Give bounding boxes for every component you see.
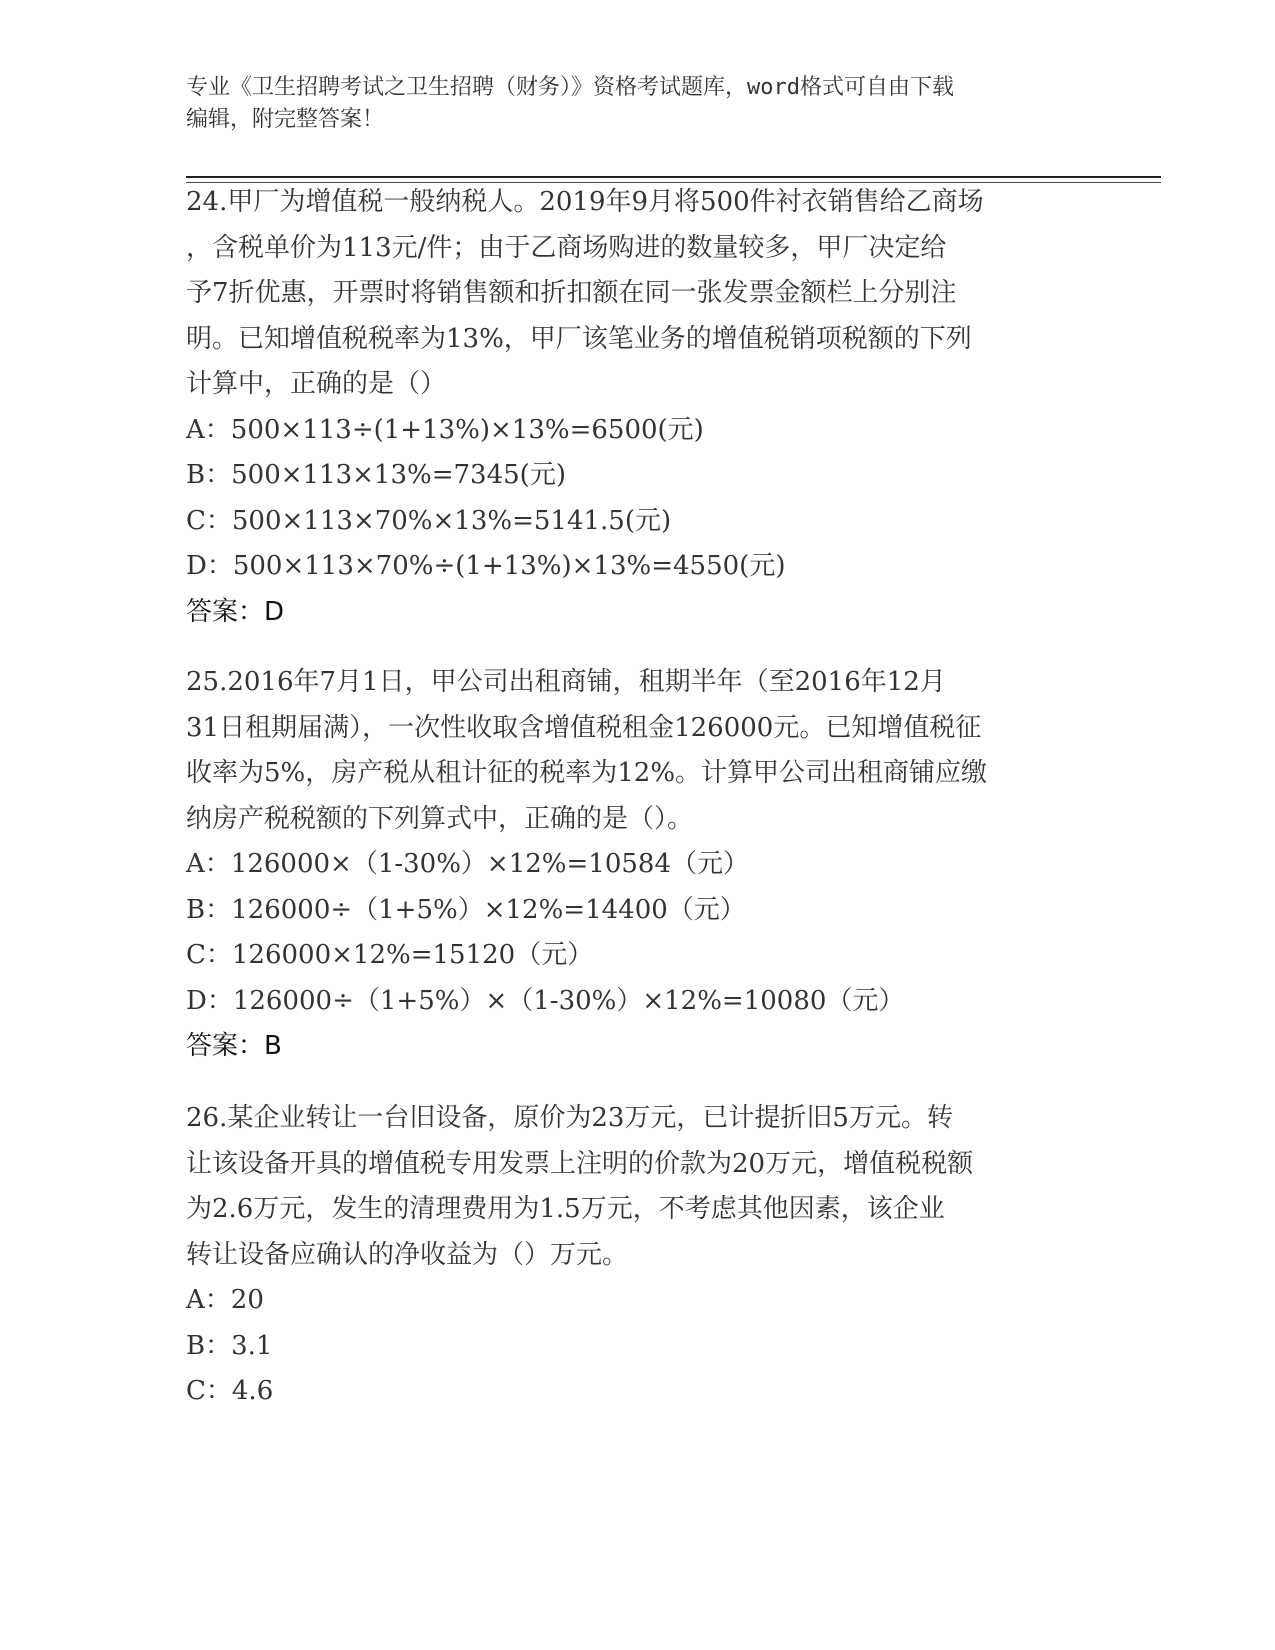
option-c: C：500×113×70%×13%=5141.5(元) [186, 505, 672, 536]
question-25 [186, 660, 1086, 1070]
stem-line: 纳房产税税额的下列算式中，正确的是（）。 [186, 803, 694, 834]
question-26 [186, 1096, 1086, 1415]
option-d: D：500×113×70%÷(1+13%)×13%=4550(元) [186, 551, 786, 581]
option-c: C：4.6 [186, 1376, 274, 1406]
option-b: B：126000÷（1+5%）×12%=14400（元） [186, 894, 746, 925]
question-stem [186, 660, 1086, 842]
question-stem [186, 180, 1086, 408]
option-b: B：3.1 [186, 1330, 273, 1361]
question-24 [186, 180, 1086, 635]
stem-line: 让该设备开具的增值税专用发票上注明的价款为20万元，增值税税额 [186, 1148, 974, 1179]
stem-line: 为2.6万元，发生的清理费用为1.5万元，不考虑其他因素，该企业 [186, 1194, 945, 1224]
option-a: A：20 [186, 1285, 264, 1315]
option-a: A：126000×（1-30%）×12%=10584（元） [186, 849, 749, 879]
stem-line: ，含税单价为113元/件；由于乙商场购进的数量较多，甲厂决定给 [186, 232, 947, 263]
option-a: A：500×113÷(1+13%)×13%=6500(元) [186, 414, 704, 445]
answer-line: 答案：B [186, 1031, 282, 1061]
header-divider-thick [186, 176, 1161, 178]
stem-line: 31日租期届满），一次性收取含增值税租金126000元。已知增值税征 [186, 712, 982, 743]
document-header [186, 72, 1086, 136]
stem-line: 明。已知增值税税率为13%，甲厂该笔业务的增值税销项税额的下列 [186, 323, 972, 354]
stem-line: 转让设备应确认的净收益为（）万元。 [186, 1239, 629, 1270]
answer-line: 答案：D [186, 596, 285, 627]
option-c: C：126000×12%=15120（元） [186, 940, 594, 970]
option-b: B：500×113×13%=7345(元) [186, 460, 566, 490]
stem-line: 26.某企业转让一台旧设备，原价为23万元，已计提折旧5万元。转 [186, 1103, 953, 1133]
stem-line: 收率为5%，房产税从租计征的税率为12%。计算甲公司出租商铺应缴 [186, 758, 988, 788]
stem-line: 予7折优惠，开票时将销售额和折扣额在同一张发票金额栏上分别注 [186, 278, 957, 308]
stem-line: 计算中，正确的是（） [186, 369, 447, 399]
question-stem [186, 1096, 1086, 1278]
header-line-2: 编辑，附完整答案！ [186, 107, 385, 132]
stem-line: 25.2016年7月1日，甲公司出租商铺，租期半年（至2016年12月 [186, 667, 946, 697]
option-d: D：126000÷（1+5%）×（1-30%）×12%=10080（元） [186, 985, 905, 1016]
stem-line: 24.甲厂为增值税一般纳税人。2019年9月将500件衬衣销售给乙商场 [186, 187, 984, 217]
header-line-1: 专业《卫生招聘考试之卫生招聘（财务）》资格考试题库，word格式可自由下载 [186, 75, 954, 100]
